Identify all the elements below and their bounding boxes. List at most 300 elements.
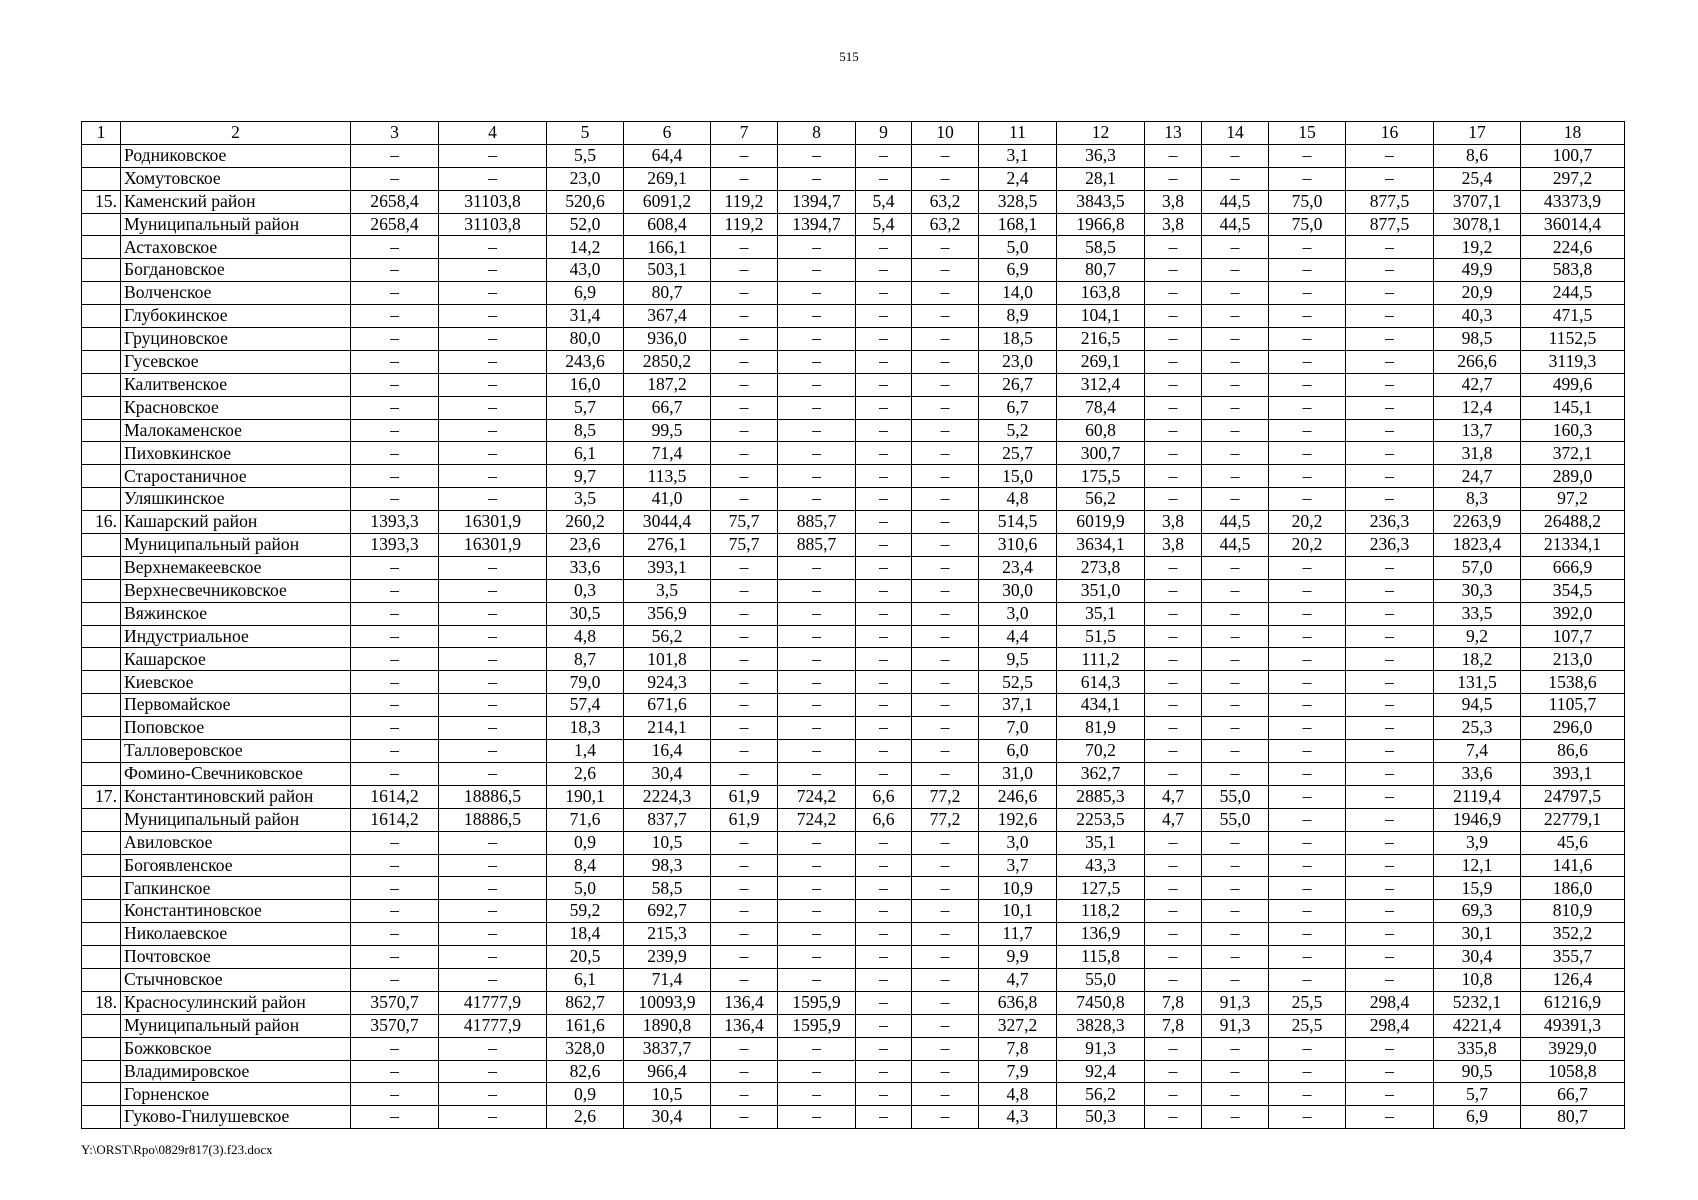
value-cell: – [1202, 762, 1269, 785]
value-cell: 0,9 [547, 1083, 624, 1106]
value-cell: 15,9 [1434, 877, 1521, 900]
value-cell: – [1269, 923, 1346, 946]
value-cell: – [778, 1083, 856, 1106]
value-cell: – [439, 419, 547, 442]
value-cell: 79,0 [547, 671, 624, 694]
value-cell: – [1269, 1060, 1346, 1083]
value-cell: 269,1 [1057, 350, 1145, 373]
value-cell: 239,9 [624, 946, 711, 969]
value-cell: – [711, 625, 778, 648]
value-cell: – [1202, 419, 1269, 442]
value-cell: 356,9 [624, 602, 711, 625]
value-cell: 118,2 [1057, 900, 1145, 923]
value-cell: – [711, 465, 778, 488]
value-cell: – [778, 946, 856, 969]
value-cell: 4,3 [979, 1106, 1057, 1129]
value-cell: 10093,9 [624, 991, 711, 1014]
value-cell: 724,2 [778, 785, 856, 808]
table-row [82, 534, 1625, 557]
value-cell: – [711, 556, 778, 579]
value-cell: – [856, 831, 912, 854]
value-cell: – [1145, 305, 1202, 328]
table-row [82, 854, 1625, 877]
value-cell: 57,4 [547, 694, 624, 717]
value-cell: – [711, 877, 778, 900]
value-cell: – [1346, 854, 1434, 877]
value-cell: – [351, 900, 439, 923]
value-cell: – [1202, 946, 1269, 969]
value-cell: – [1346, 396, 1434, 419]
value-cell: 583,8 [1521, 259, 1625, 282]
value-cell: – [439, 625, 547, 648]
value-cell: 78,4 [1057, 396, 1145, 419]
value-cell: 20,5 [547, 946, 624, 969]
value-cell: 8,7 [547, 648, 624, 671]
value-cell: – [856, 877, 912, 900]
value-cell: – [1346, 762, 1434, 785]
value-cell: 4,8 [979, 1083, 1057, 1106]
value-cell: 16301,9 [439, 534, 547, 557]
value-cell: 43,3 [1057, 854, 1145, 877]
value-cell: 367,4 [624, 305, 711, 328]
value-cell: 18,3 [547, 717, 624, 740]
value-cell: – [1145, 488, 1202, 511]
value-cell: – [711, 328, 778, 351]
value-cell: – [778, 144, 856, 167]
value-cell: – [1346, 923, 1434, 946]
value-cell: – [1269, 442, 1346, 465]
value-cell: 3078,1 [1434, 213, 1521, 236]
value-cell: 61216,9 [1521, 991, 1625, 1014]
value-cell: 41777,9 [439, 991, 547, 1014]
value-cell: – [1346, 831, 1434, 854]
value-cell: – [1145, 236, 1202, 259]
value-cell: – [1346, 1037, 1434, 1060]
value-cell: 98,5 [1434, 328, 1521, 351]
value-cell: – [1269, 808, 1346, 831]
column-number-cell: 14 [1202, 122, 1269, 145]
value-cell: – [912, 373, 979, 396]
value-cell: 1394,7 [778, 213, 856, 236]
value-cell: – [439, 923, 547, 946]
value-cell: – [1269, 671, 1346, 694]
name-cell: Хомутовское [121, 167, 351, 190]
value-cell: 310,6 [979, 534, 1057, 557]
column-number-cell: 18 [1521, 122, 1625, 145]
row-index-cell [82, 762, 121, 785]
value-cell: 520,6 [547, 190, 624, 213]
value-cell: 37,1 [979, 694, 1057, 717]
value-cell: 5,7 [547, 396, 624, 419]
value-cell: 55,0 [1202, 808, 1269, 831]
table-row [82, 946, 1625, 969]
value-cell: – [351, 1060, 439, 1083]
value-cell: 5,7 [1434, 1083, 1521, 1106]
value-cell: 141,6 [1521, 854, 1625, 877]
value-cell: – [711, 305, 778, 328]
value-cell: – [856, 373, 912, 396]
name-cell: Горненское [121, 1083, 351, 1106]
value-cell: – [912, 305, 979, 328]
value-cell: – [1145, 396, 1202, 419]
row-index-cell [82, 213, 121, 236]
value-cell: – [1145, 144, 1202, 167]
value-cell: – [912, 350, 979, 373]
value-cell: – [1202, 968, 1269, 991]
value-cell: – [1346, 373, 1434, 396]
value-cell: – [439, 1106, 547, 1129]
name-cell: Глубокинское [121, 305, 351, 328]
value-cell: 56,2 [1057, 488, 1145, 511]
value-cell: – [711, 282, 778, 305]
value-cell: – [1269, 465, 1346, 488]
value-cell: – [439, 900, 547, 923]
name-cell: Калитвенское [121, 373, 351, 396]
value-cell: – [351, 923, 439, 946]
value-cell: – [778, 671, 856, 694]
value-cell: – [856, 579, 912, 602]
value-cell: 216,5 [1057, 328, 1145, 351]
value-cell: – [711, 854, 778, 877]
value-cell: – [1202, 1060, 1269, 1083]
value-cell: 30,3 [1434, 579, 1521, 602]
value-cell: 61,9 [711, 808, 778, 831]
row-index-cell: 15. [82, 190, 121, 213]
value-cell: – [351, 488, 439, 511]
value-cell: – [439, 1037, 547, 1060]
data-table [81, 121, 1625, 1129]
value-cell: – [1269, 373, 1346, 396]
value-cell: – [1145, 900, 1202, 923]
value-cell: 312,4 [1057, 373, 1145, 396]
value-cell: 636,8 [979, 991, 1057, 1014]
table-row [82, 991, 1625, 1014]
value-cell: 18886,5 [439, 785, 547, 808]
value-cell: 16301,9 [439, 511, 547, 534]
table-row [82, 350, 1625, 373]
value-cell: 126,4 [1521, 968, 1625, 991]
value-cell: 31103,8 [439, 213, 547, 236]
value-cell: – [439, 396, 547, 419]
value-cell: 724,2 [778, 808, 856, 831]
value-cell: – [711, 167, 778, 190]
value-cell: – [778, 1037, 856, 1060]
value-cell: 1966,8 [1057, 213, 1145, 236]
value-cell: – [711, 648, 778, 671]
value-cell: 393,1 [624, 556, 711, 579]
value-cell: – [439, 762, 547, 785]
value-cell: – [439, 740, 547, 763]
value-cell: – [1346, 968, 1434, 991]
value-cell: 25,5 [1269, 991, 1346, 1014]
value-cell: – [1346, 648, 1434, 671]
row-index-cell [82, 1106, 121, 1129]
table-row [82, 900, 1625, 923]
value-cell: – [856, 305, 912, 328]
value-cell: – [912, 236, 979, 259]
value-cell: – [912, 877, 979, 900]
value-cell: – [1202, 465, 1269, 488]
name-cell: Волченское [121, 282, 351, 305]
value-cell: 6019,9 [1057, 511, 1145, 534]
value-cell: 82,6 [547, 1060, 624, 1083]
value-cell: – [1346, 488, 1434, 511]
row-index-cell [82, 854, 121, 877]
value-cell: – [351, 1106, 439, 1129]
value-cell: – [778, 1106, 856, 1129]
value-cell: – [1269, 305, 1346, 328]
value-cell: – [1145, 259, 1202, 282]
value-cell: – [351, 648, 439, 671]
value-cell: 4221,4 [1434, 1014, 1521, 1037]
value-cell: – [912, 488, 979, 511]
value-cell: 44,5 [1202, 190, 1269, 213]
value-cell: – [1346, 1060, 1434, 1083]
value-cell: – [778, 854, 856, 877]
value-cell: 86,6 [1521, 740, 1625, 763]
value-cell: – [439, 305, 547, 328]
name-cell: Индустриальное [121, 625, 351, 648]
value-cell: – [778, 396, 856, 419]
value-cell: 4,7 [1145, 808, 1202, 831]
value-cell: – [439, 831, 547, 854]
value-cell: 77,2 [912, 785, 979, 808]
value-cell: – [856, 991, 912, 1014]
value-cell: – [778, 923, 856, 946]
value-cell: – [1346, 602, 1434, 625]
value-cell: 3,0 [979, 831, 1057, 854]
value-cell: – [912, 923, 979, 946]
value-cell: 1595,9 [778, 1014, 856, 1037]
value-cell: – [1145, 740, 1202, 763]
value-cell: – [856, 740, 912, 763]
value-cell: 269,1 [624, 167, 711, 190]
value-cell: 14,2 [547, 236, 624, 259]
value-cell: 92,4 [1057, 1060, 1145, 1083]
table-row [82, 396, 1625, 419]
value-cell: 22779,1 [1521, 808, 1625, 831]
value-cell: – [856, 762, 912, 785]
value-cell: – [1269, 282, 1346, 305]
value-cell: 215,3 [624, 923, 711, 946]
value-cell: 6,9 [979, 259, 1057, 282]
value-cell: – [439, 877, 547, 900]
value-cell: 52,0 [547, 213, 624, 236]
value-cell: 3570,7 [351, 991, 439, 1014]
value-cell: – [1269, 236, 1346, 259]
value-cell: – [1202, 282, 1269, 305]
value-cell: 4,7 [979, 968, 1057, 991]
value-cell: – [912, 534, 979, 557]
value-cell: 499,6 [1521, 373, 1625, 396]
row-index-cell [82, 808, 121, 831]
value-cell: – [912, 968, 979, 991]
value-cell: – [1145, 854, 1202, 877]
value-cell: – [351, 877, 439, 900]
value-cell: 91,3 [1057, 1037, 1145, 1060]
value-cell: – [1269, 167, 1346, 190]
value-cell: 877,5 [1346, 213, 1434, 236]
value-cell: – [1202, 854, 1269, 877]
name-cell: Киевское [121, 671, 351, 694]
value-cell: – [1202, 556, 1269, 579]
value-cell: 61,9 [711, 785, 778, 808]
row-index-cell [82, 350, 121, 373]
value-cell: – [1202, 877, 1269, 900]
value-cell: 3,8 [1145, 213, 1202, 236]
value-cell: – [856, 419, 912, 442]
value-cell: – [1202, 328, 1269, 351]
value-cell: 10,9 [979, 877, 1057, 900]
value-cell: – [778, 602, 856, 625]
value-cell: – [439, 1060, 547, 1083]
value-cell: 57,0 [1434, 556, 1521, 579]
value-cell: – [711, 488, 778, 511]
value-cell: – [439, 968, 547, 991]
value-cell: – [711, 259, 778, 282]
value-cell: – [351, 144, 439, 167]
value-cell: – [1346, 465, 1434, 488]
value-cell: 91,3 [1202, 991, 1269, 1014]
value-cell: – [912, 1014, 979, 1037]
value-cell: 71,6 [547, 808, 624, 831]
value-cell: – [711, 1106, 778, 1129]
row-index-cell [82, 877, 121, 900]
name-cell: Каменский район [121, 190, 351, 213]
value-cell: 33,5 [1434, 602, 1521, 625]
value-cell: 187,2 [624, 373, 711, 396]
value-cell: – [1269, 762, 1346, 785]
row-index-cell [82, 923, 121, 946]
row-index-cell: 16. [82, 511, 121, 534]
column-number-cell: 11 [979, 122, 1057, 145]
value-cell: 392,0 [1521, 602, 1625, 625]
value-cell: 614,3 [1057, 671, 1145, 694]
value-cell: – [711, 740, 778, 763]
value-cell: 18,2 [1434, 648, 1521, 671]
value-cell: – [778, 717, 856, 740]
value-cell: – [856, 625, 912, 648]
value-cell: 2,6 [547, 762, 624, 785]
value-cell: – [856, 671, 912, 694]
column-number-cell: 15 [1269, 122, 1346, 145]
table-row [82, 923, 1625, 946]
value-cell: – [439, 236, 547, 259]
value-cell: – [439, 946, 547, 969]
table-row [82, 671, 1625, 694]
value-cell: – [856, 328, 912, 351]
value-cell: – [351, 717, 439, 740]
value-cell: – [1202, 831, 1269, 854]
row-index-cell [82, 1060, 121, 1083]
value-cell: 328,5 [979, 190, 1057, 213]
value-cell: 3119,3 [1521, 350, 1625, 373]
value-cell: – [1269, 1106, 1346, 1129]
value-cell: – [1202, 579, 1269, 602]
value-cell: – [1145, 923, 1202, 946]
value-cell: 5,2 [979, 419, 1057, 442]
value-cell: 23,6 [547, 534, 624, 557]
value-cell: – [1269, 694, 1346, 717]
name-cell: Первомайское [121, 694, 351, 717]
value-cell: – [351, 1037, 439, 1060]
value-cell: – [778, 1060, 856, 1083]
value-cell: – [351, 259, 439, 282]
value-cell: – [439, 328, 547, 351]
value-cell: 7,4 [1434, 740, 1521, 763]
row-index-cell: 17. [82, 785, 121, 808]
value-cell: 6,9 [1434, 1106, 1521, 1129]
name-cell: Красносулинский район [121, 991, 351, 1014]
table-row [82, 167, 1625, 190]
value-cell: – [1346, 877, 1434, 900]
value-cell: 11,7 [979, 923, 1057, 946]
value-cell: 24,7 [1434, 465, 1521, 488]
name-cell: Константиновское [121, 900, 351, 923]
value-cell: – [1202, 900, 1269, 923]
value-cell: – [856, 1083, 912, 1106]
value-cell: 3,5 [547, 488, 624, 511]
value-cell: 8,6 [1434, 144, 1521, 167]
value-cell: 354,5 [1521, 579, 1625, 602]
name-cell: Фомино-Свечниковское [121, 762, 351, 785]
value-cell: 236,3 [1346, 511, 1434, 534]
value-cell: 1890,8 [624, 1014, 711, 1037]
value-cell: – [1145, 328, 1202, 351]
table-body [82, 144, 1625, 1128]
value-cell: – [1269, 740, 1346, 763]
row-index-cell [82, 556, 121, 579]
value-cell: 1538,6 [1521, 671, 1625, 694]
value-cell: 3,8 [1145, 534, 1202, 557]
value-cell: – [711, 694, 778, 717]
name-cell: Астаховское [121, 236, 351, 259]
value-cell: 5,4 [856, 213, 912, 236]
value-cell: – [778, 877, 856, 900]
row-index-cell [82, 648, 121, 671]
name-cell: Николаевское [121, 923, 351, 946]
value-cell: 9,2 [1434, 625, 1521, 648]
value-cell: – [1202, 396, 1269, 419]
value-cell: 355,7 [1521, 946, 1625, 969]
value-cell: 58,5 [1057, 236, 1145, 259]
value-cell: – [711, 373, 778, 396]
value-cell: – [1202, 625, 1269, 648]
value-cell: 30,1 [1434, 923, 1521, 946]
value-cell: – [778, 373, 856, 396]
value-cell: 372,1 [1521, 442, 1625, 465]
value-cell: – [1269, 831, 1346, 854]
value-cell: 3,5 [624, 579, 711, 602]
value-cell: – [439, 144, 547, 167]
value-cell: 30,4 [624, 1106, 711, 1129]
value-cell: – [912, 579, 979, 602]
value-cell: – [778, 556, 856, 579]
name-cell: Богдановское [121, 259, 351, 282]
value-cell: – [351, 671, 439, 694]
value-cell: 298,4 [1346, 991, 1434, 1014]
value-cell: 64,4 [624, 144, 711, 167]
table-header [82, 122, 1625, 145]
value-cell: 7,0 [979, 717, 1057, 740]
value-cell: 4,4 [979, 625, 1057, 648]
value-cell: 33,6 [547, 556, 624, 579]
value-cell: 45,6 [1521, 831, 1625, 854]
value-cell: – [912, 556, 979, 579]
value-cell: 6,1 [547, 968, 624, 991]
value-cell: 23,0 [547, 167, 624, 190]
value-cell: 244,5 [1521, 282, 1625, 305]
